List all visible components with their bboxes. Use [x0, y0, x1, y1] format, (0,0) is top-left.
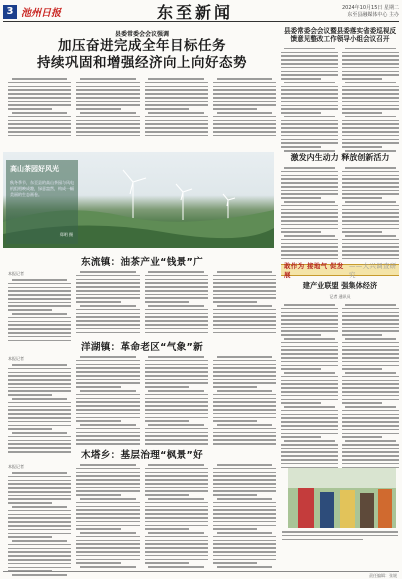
section-headline: 洋湖镇：革命老区“气象”新 [80, 342, 204, 353]
right-top-body [281, 48, 399, 152]
text-column [8, 464, 71, 576]
text-column [213, 271, 276, 341]
text-column [76, 464, 139, 576]
banner-text: 敢作为 接地气 促发展 [284, 262, 344, 279]
campaign-banner [281, 262, 399, 279]
section-author: 本报记者 [8, 464, 24, 469]
text-column [8, 356, 71, 453]
text-column [213, 464, 276, 576]
group-photo-caption [282, 531, 398, 540]
text-column [145, 271, 208, 341]
lead-headline-line1: 加压奋进完成全年目标任务 [58, 38, 226, 54]
text-column [145, 464, 208, 576]
text-column [145, 78, 208, 136]
masthead [3, 2, 399, 22]
section-muta [8, 447, 276, 576]
banner-suffix: ——大兴调查研究 [348, 262, 397, 279]
text-column [281, 167, 338, 259]
date-line: 2024年10月15日 星期二 [341, 4, 399, 11]
right-mid-headline: 激发内生动力 释放创新活力 [290, 153, 390, 162]
right-top-headline: 县委常委会会议暨县委落实省委巡视反馈意见整改工作领导小组会议召开 [283, 27, 397, 44]
right-mid-article [281, 152, 399, 259]
people-image [288, 468, 396, 528]
meta-line: 东至县融媒体中心 主办 [347, 11, 399, 18]
section-yanghu [8, 339, 276, 453]
photo-caption-text: 秋冬季节，东至县的高山茶园与风电机组相映成趣，绿意盎然，构成一幅美丽的生态画卷。 [10, 180, 74, 197]
lead-kicker: 县委常委会会议强调 [114, 31, 169, 38]
right-mid-body [281, 167, 399, 259]
text-column [76, 78, 139, 136]
section-body [8, 464, 276, 576]
photo-credit: 郑明 摄 [59, 232, 73, 237]
lead-headline-line2: 持续巩固和增强经济向上向好态势 [37, 55, 247, 71]
section-body [8, 271, 276, 341]
text-column [213, 78, 276, 136]
text-column [76, 356, 139, 453]
section-title: 东至新闻 [157, 3, 234, 22]
right-bottom-article [281, 281, 399, 468]
text-column [76, 271, 139, 341]
footer-text: 责任编辑：张媛 [369, 572, 397, 578]
section-author: 本报记者 [8, 356, 24, 361]
text-column [342, 167, 399, 259]
right-top-article [281, 27, 399, 152]
right-bottom-headline: 建产业联盟 强集体经济 [302, 281, 378, 290]
right-bottom-byline: 记者 通讯员 [329, 294, 351, 299]
page-footer [3, 571, 399, 579]
photo-caption [6, 160, 78, 244]
section-author: 本报记者 [8, 271, 24, 276]
text-column [145, 356, 208, 453]
section-body [8, 356, 276, 453]
text-column [281, 48, 338, 152]
section-headline: 木塔乡：基层治理“枫景”好 [80, 450, 204, 461]
text-column [8, 78, 71, 136]
paper-name: 池州日报 [21, 8, 61, 19]
group-photo [288, 468, 396, 528]
masthead-meta [342, 5, 399, 19]
page-number: 3 [3, 5, 17, 19]
section-dongliu [8, 254, 276, 341]
photo-title: 高山茶园好风光 [10, 165, 59, 173]
text-column [213, 356, 276, 453]
lead-body [8, 78, 276, 136]
tea-garden-photo [3, 152, 274, 248]
text-column [342, 304, 399, 468]
text-column [8, 271, 71, 341]
text-column [281, 304, 338, 468]
lead-article [8, 27, 276, 145]
text-column [342, 48, 399, 152]
section-headline: 东流镇：油茶产业“钱景”广 [80, 257, 204, 268]
right-bottom-body [281, 304, 399, 468]
